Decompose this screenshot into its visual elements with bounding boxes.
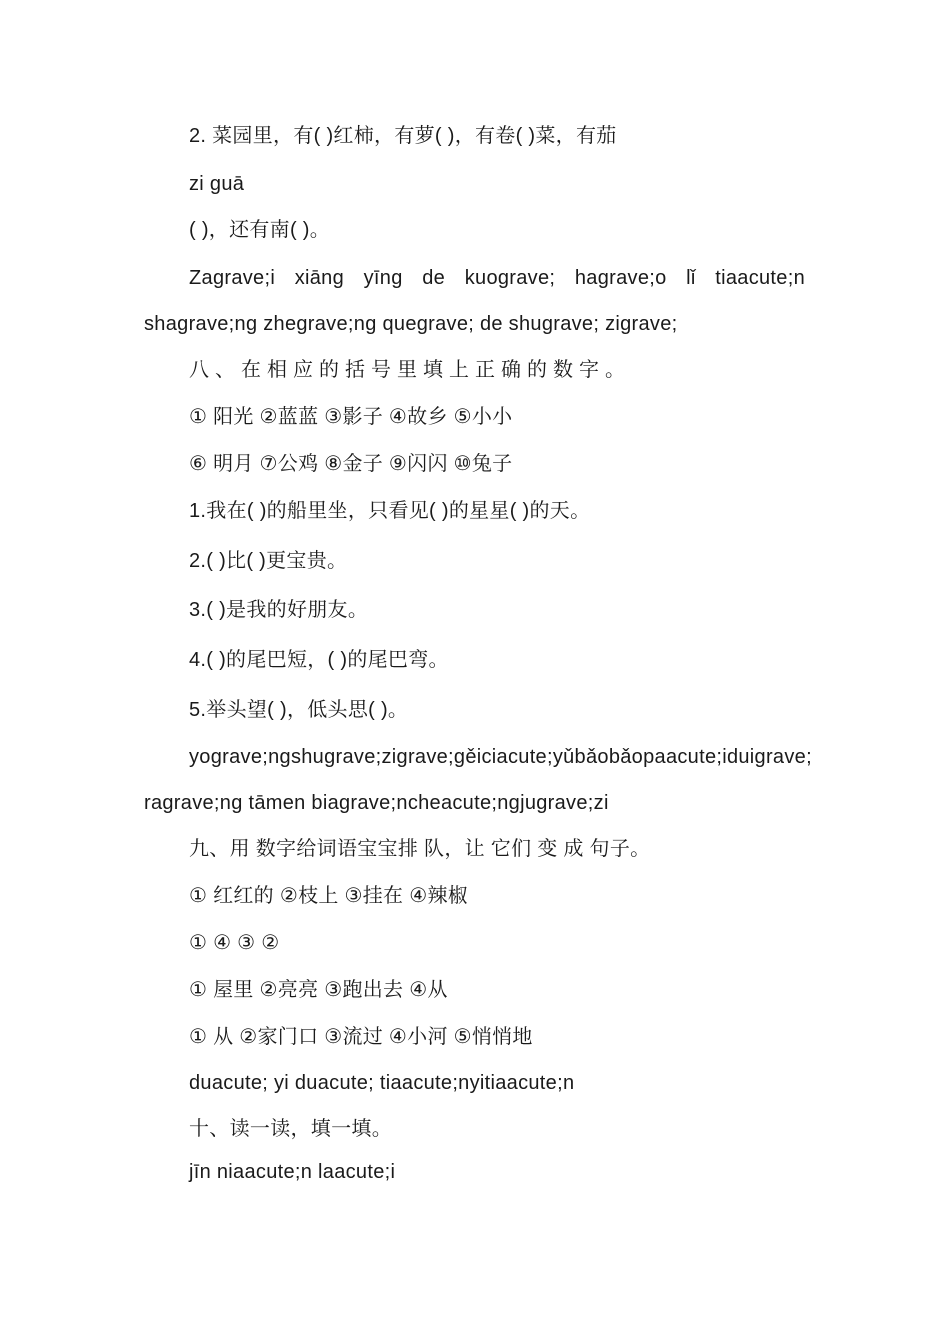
text-line: ① 屋里 ②亮亮 ③跑出去 ④从 [189,979,448,1001]
text-line: ① 阳光 ②蓝蓝 ③影子 ④故乡 ⑤小小 [189,406,513,428]
text-line: 4.( )的尾巴短，( )的尾巴弯。 [189,649,449,671]
pinyin-line: ragrave;ng tāmen biagrave;ncheacute;ngjugrave;zi [144,792,609,814]
text-line: 2.( )比( )更宝贵。 [189,550,348,572]
section-heading: 九、用 数字给词语宝宝排 队，让 它们 变 成 句子。 [189,838,651,860]
text-line: ① 红红的 ②枝上 ③挂在 ④辣椒 [189,885,469,907]
section-heading: 八、在相应的括号里填上正确的数字。 [189,359,631,381]
text-line: 3.( )是我的好朋友。 [189,599,369,621]
section-heading: 十、读一读，填一填。 [189,1118,392,1140]
text-line: 1.我在( )的船里坐，只看见( )的星星( )的天。 [189,500,591,522]
pinyin-line: duacute; yi duacute; tiaacute;nyitiaacute;n [189,1072,575,1094]
text-line: ( )，还有南( )。 [189,219,331,241]
text-line: ① ④ ③ ② [189,932,280,954]
pinyin-line: jīn niaacute;n laacute;i [189,1161,396,1183]
text-line: 2. 菜园里，有( )红柿，有萝( )，有卷( )菜，有茄 [189,125,617,147]
pinyin-line: Zagrave;i xiāng yīng de kuograve; hagrave;o lǐ tiaacute;n [189,267,805,289]
pinyin-line: yograve;ngshugrave;zigrave;gěiciacute;yǔbǎobǎopaacute;iduigrave; [189,746,812,768]
text-line: ⑥ 明月 ⑦公鸡 ⑧金子 ⑨闪闪 ⑩兔子 [189,453,513,475]
pinyin-line: zi guā [189,173,245,195]
text-line: ① 从 ②家门口 ③流过 ④小河 ⑤悄悄地 [189,1026,533,1048]
pinyin-line: shagrave;ng zhegrave;ng quegrave; de shugrave; zigrave; [144,313,678,335]
text-line: 5.举头望( )，低头思( )。 [189,699,409,721]
